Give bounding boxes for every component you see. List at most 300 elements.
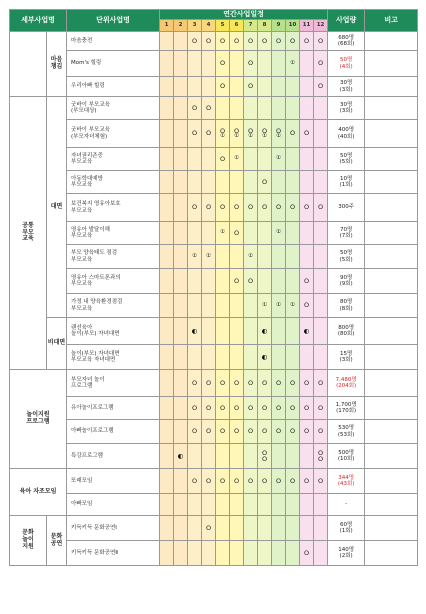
numbered-circle-icon: ① [248, 133, 253, 139]
month-cell-2 [174, 51, 188, 77]
session-circle-icon: O [261, 203, 268, 212]
table-row [10, 97, 418, 120]
month-cell-9 [272, 420, 286, 444]
notes-cell [365, 294, 418, 318]
month-cell-2 [174, 194, 188, 222]
session-circle-icon: O [233, 378, 240, 387]
session-circle-icon: O [205, 427, 212, 436]
session-circle-icon: O [191, 476, 198, 485]
month-cell-4 [202, 370, 216, 397]
month-cell-7 [244, 32, 258, 51]
month-cell-1 [160, 51, 174, 77]
month-cell-9 [272, 77, 286, 97]
category-g1_cat [10, 32, 47, 97]
session-circle-icon: O [261, 378, 268, 387]
month-cell-6 [230, 494, 244, 516]
month-cell-8 [258, 516, 272, 541]
session-circle-icon: O [289, 476, 296, 485]
session-circle-icon: O [261, 455, 268, 463]
table-row [10, 318, 418, 345]
month-header-10: 10 [286, 20, 300, 32]
session-circle-icon: O [289, 403, 296, 412]
month-cell-5 [216, 222, 230, 245]
session-circle-icon: O [219, 427, 226, 436]
session-circle-icon: O [275, 378, 282, 387]
month-cell-11 [300, 77, 314, 97]
header-category: 세부사업명 [10, 10, 67, 32]
month-cell-5 [216, 444, 230, 469]
session-circle-icon: O [247, 378, 254, 387]
month-cell-1 [160, 397, 174, 420]
month-cell-9 [272, 444, 286, 469]
month-cell-2 [174, 269, 188, 294]
month-cell-2 [174, 120, 188, 148]
month-cell-6 [230, 318, 244, 345]
month-cell-10 [286, 370, 300, 397]
month-cell-2 [174, 541, 188, 566]
program-name: 키득키득 문화공연Ⅱ [67, 541, 160, 566]
participants-value: 500명 (10회) [328, 444, 365, 469]
month-cell-4 [202, 148, 216, 171]
subcategory-g1_sub: 마음 챙김 [47, 32, 67, 97]
month-cell-12 [314, 294, 328, 318]
month-cell-6 [230, 120, 244, 148]
month-cell-12 [314, 397, 328, 420]
month-header-1: 1 [160, 20, 174, 32]
month-cell-7 [244, 245, 258, 269]
month-cell-4 [202, 494, 216, 516]
session-circle-icon: O [219, 82, 226, 91]
month-cell-9 [272, 171, 286, 194]
month-cell-6 [230, 294, 244, 318]
session-circle-icon: O [318, 203, 324, 212]
month-cell-10 [286, 294, 300, 318]
month-cell-7 [244, 171, 258, 194]
month-cell-12 [314, 494, 328, 516]
month-cell-11 [300, 51, 314, 77]
month-cell-5 [216, 97, 230, 120]
session-circle-icon: O [233, 427, 240, 436]
subcategory-g2_sub1: 대면 [47, 97, 67, 318]
half-circle-icon: ◐ [303, 326, 310, 335]
month-cell-9 [272, 97, 286, 120]
month-cell-12 [314, 345, 328, 370]
month-cell-3 [188, 494, 202, 516]
month-cell-4 [202, 516, 216, 541]
month-cell-6 [230, 171, 244, 194]
participants-value: 7,480명 (204회) [328, 370, 365, 397]
month-cell-6 [230, 245, 244, 269]
month-cell-1 [160, 269, 174, 294]
table-row [10, 120, 418, 148]
month-cell-4 [202, 269, 216, 294]
session-circle-icon: O [289, 203, 296, 212]
session-circle-icon: O [303, 36, 310, 45]
session-circle-icon: O [247, 203, 254, 212]
month-cell-4 [202, 541, 216, 566]
month-cell-5 [216, 171, 230, 194]
month-cell-9 [272, 245, 286, 269]
notes-cell [365, 345, 418, 370]
session-circle-icon: O [247, 36, 254, 45]
session-circle-icon: O [233, 36, 240, 45]
month-cell-7 [244, 397, 258, 420]
month-cell-8 [258, 77, 272, 97]
numbered-circle-icon: ① [248, 252, 253, 259]
notes-cell [365, 148, 418, 171]
month-cell-7 [244, 294, 258, 318]
month-header-12: 12 [314, 20, 328, 32]
month-cell-1 [160, 294, 174, 318]
session-circle-icon: O [318, 403, 324, 412]
month-cell-9 [272, 32, 286, 51]
month-cell-2 [174, 77, 188, 97]
session-circle-icon: O [233, 126, 240, 135]
program-name: 아빠놀이프로그램 [67, 420, 160, 444]
month-cell-4 [202, 51, 216, 77]
notes-cell [365, 32, 418, 51]
month-cell-11 [300, 370, 314, 397]
month-cell-2 [174, 516, 188, 541]
month-cell-4 [202, 420, 216, 444]
month-cell-1 [160, 494, 174, 516]
month-cell-9 [272, 345, 286, 370]
program-name: 우리아빠 힐링 [67, 77, 160, 97]
session-circle-icon: O [205, 476, 212, 485]
participants-value: 80명 (8회) [328, 294, 365, 318]
header-schedule: 연간사업일정 [160, 10, 328, 20]
month-cell-1 [160, 345, 174, 370]
participants-value: 90명 (9회) [328, 269, 365, 294]
session-circle-icon: O [247, 276, 254, 285]
month-cell-9 [272, 194, 286, 222]
numbered-circle-icon: ① [276, 229, 281, 236]
month-cell-8 [258, 171, 272, 194]
program-name: 가정 내 양육환경점검 부모교육 [67, 294, 160, 318]
notes-cell [365, 541, 418, 566]
month-cell-7 [244, 148, 258, 171]
numbered-circle-icon: ① [262, 133, 267, 139]
month-cell-11 [300, 245, 314, 269]
notes-cell [365, 444, 418, 469]
month-cell-10 [286, 494, 300, 516]
session-circle-icon: O [205, 203, 212, 212]
month-cell-7 [244, 222, 258, 245]
month-cell-2 [174, 370, 188, 397]
notes-cell [365, 97, 418, 120]
month-cell-8 [258, 444, 272, 469]
month-cell-11 [300, 120, 314, 148]
session-circle-icon: O [233, 203, 240, 212]
session-circle-icon: O [205, 103, 212, 112]
participants-value: 800명 (80회) [328, 318, 365, 345]
month-cell-8 [258, 345, 272, 370]
month-cell-10 [286, 345, 300, 370]
notes-cell [365, 469, 418, 494]
session-circle-icon: O [303, 276, 310, 285]
participants-value: 300주 [328, 194, 365, 222]
month-cell-9 [272, 494, 286, 516]
month-cell-6 [230, 469, 244, 494]
notes-cell [365, 397, 418, 420]
session-circle-icon: O [303, 129, 310, 138]
notes-cell [365, 171, 418, 194]
notes-cell [365, 516, 418, 541]
month-header-9: 9 [272, 20, 286, 32]
month-cell-12 [314, 269, 328, 294]
month-cell-1 [160, 222, 174, 245]
subcategory-g5_sub: 문화 공연 [47, 516, 67, 566]
session-circle-icon: O [303, 476, 310, 485]
session-circle-icon: O [318, 36, 324, 45]
month-cell-1 [160, 120, 174, 148]
session-circle-icon: O [205, 36, 212, 45]
month-cell-8 [258, 494, 272, 516]
month-cell-3 [188, 77, 202, 97]
program-name: 부모 양육태도 점검 부모교육 [67, 245, 160, 269]
participants-value: 344명 (43회) [328, 469, 365, 494]
session-circle-icon: O [233, 276, 240, 285]
table-row [10, 541, 418, 566]
session-circle-icon: O [191, 36, 198, 45]
month-cell-5 [216, 120, 230, 148]
month-cell-5 [216, 294, 230, 318]
session-circle-icon: O [247, 403, 254, 412]
month-cell-6 [230, 370, 244, 397]
month-cell-10 [286, 194, 300, 222]
month-cell-6 [230, 97, 244, 120]
participants-value: 1,700명 (170회) [328, 397, 365, 420]
month-cell-1 [160, 420, 174, 444]
month-cell-9 [272, 51, 286, 77]
half-circle-icon: ◐ [177, 451, 184, 460]
numbered-circle-icon: ① [234, 133, 239, 139]
month-cell-5 [216, 516, 230, 541]
table-row [10, 171, 418, 194]
month-cell-10 [286, 444, 300, 469]
month-cell-4 [202, 318, 216, 345]
month-cell-2 [174, 148, 188, 171]
table-row [10, 494, 418, 516]
month-cell-8 [258, 97, 272, 120]
month-cell-4 [202, 120, 216, 148]
table-row [10, 516, 418, 541]
notes-cell [365, 77, 418, 97]
month-cell-12 [314, 32, 328, 51]
month-cell-3 [188, 420, 202, 444]
month-cell-10 [286, 171, 300, 194]
month-cell-3 [188, 516, 202, 541]
participants-value: - [328, 494, 365, 516]
month-header-2: 2 [174, 20, 188, 32]
month-cell-3 [188, 120, 202, 148]
month-cell-1 [160, 541, 174, 566]
month-cell-9 [272, 294, 286, 318]
half-circle-icon: ◐ [261, 326, 268, 335]
month-cell-4 [202, 77, 216, 97]
month-cell-8 [258, 148, 272, 171]
month-cell-8 [258, 420, 272, 444]
month-cell-10 [286, 397, 300, 420]
session-circle-icon: O [318, 476, 324, 485]
month-cell-7 [244, 444, 258, 469]
month-cell-10 [286, 469, 300, 494]
notes-cell [365, 420, 418, 444]
month-cell-9 [272, 222, 286, 245]
month-cell-7 [244, 77, 258, 97]
session-circle-icon: O [233, 476, 240, 485]
month-header-5: 5 [216, 20, 230, 32]
month-cell-6 [230, 345, 244, 370]
month-cell-6 [230, 397, 244, 420]
month-cell-10 [286, 148, 300, 171]
numbered-circle-icon: ① [290, 59, 295, 66]
notes-cell [365, 269, 418, 294]
session-circle-icon: O [191, 103, 198, 112]
month-cell-3 [188, 97, 202, 120]
session-circle-icon: O [289, 36, 296, 45]
month-cell-10 [286, 51, 300, 77]
month-cell-6 [230, 222, 244, 245]
month-cell-9 [272, 148, 286, 171]
month-cell-7 [244, 516, 258, 541]
session-circle-icon: O [318, 59, 324, 68]
month-cell-11 [300, 269, 314, 294]
month-cell-6 [230, 32, 244, 51]
numbered-circle-icon: ① [192, 252, 197, 259]
table-body [10, 32, 418, 566]
month-cell-12 [314, 318, 328, 345]
session-circle-icon: O [303, 378, 310, 387]
month-cell-6 [230, 516, 244, 541]
month-cell-10 [286, 245, 300, 269]
month-cell-1 [160, 32, 174, 51]
table-row [10, 444, 418, 469]
notes-cell [365, 51, 418, 77]
month-cell-11 [300, 97, 314, 120]
month-cell-11 [300, 397, 314, 420]
session-circle-icon: O [289, 378, 296, 387]
session-circle-icon: O [275, 427, 282, 436]
month-cell-1 [160, 171, 174, 194]
notes-cell [365, 370, 418, 397]
month-cell-5 [216, 397, 230, 420]
participants-value: 50명 (5회) [328, 245, 365, 269]
month-cell-11 [300, 469, 314, 494]
program-name: 자녀권리존중 부모교육 [67, 148, 160, 171]
session-circle-icon: O [219, 378, 226, 387]
session-circle-icon: O [303, 427, 310, 436]
month-cell-9 [272, 541, 286, 566]
month-cell-4 [202, 32, 216, 51]
month-cell-7 [244, 469, 258, 494]
half-circle-icon: ◐ [261, 352, 268, 361]
month-cell-2 [174, 222, 188, 245]
month-cell-7 [244, 345, 258, 370]
numbered-circle-icon: ① [276, 155, 281, 162]
numbered-circle-icon: ① [234, 155, 239, 162]
month-cell-7 [244, 420, 258, 444]
month-cell-12 [314, 222, 328, 245]
notes-cell [365, 318, 418, 345]
month-cell-10 [286, 77, 300, 97]
month-cell-11 [300, 148, 314, 171]
session-circle-icon: O [275, 203, 282, 212]
session-circle-icon: O [219, 36, 226, 45]
month-cell-5 [216, 51, 230, 77]
month-cell-5 [216, 245, 230, 269]
month-cell-5 [216, 148, 230, 171]
month-cell-10 [286, 269, 300, 294]
participants-value: 680명 (68회) [328, 32, 365, 51]
month-cell-11 [300, 194, 314, 222]
month-cell-10 [286, 516, 300, 541]
table-row [10, 269, 418, 294]
session-circle-icon: O [303, 203, 310, 212]
session-circle-icon: O [289, 129, 296, 138]
month-cell-5 [216, 469, 230, 494]
month-cell-1 [160, 469, 174, 494]
month-header-8: 8 [258, 20, 272, 32]
month-cell-5 [216, 345, 230, 370]
table-row [10, 294, 418, 318]
participants-value: 50명 (4회) [328, 51, 365, 77]
month-header-6: 6 [230, 20, 244, 32]
month-cell-11 [300, 345, 314, 370]
month-cell-3 [188, 171, 202, 194]
participants-value: 30명 (3회) [328, 97, 365, 120]
session-circle-icon: O [219, 203, 226, 212]
table-row [10, 245, 418, 269]
month-cell-4 [202, 469, 216, 494]
numbered-circle-icon: ① [290, 301, 295, 308]
month-cell-4 [202, 397, 216, 420]
session-circle-icon: O [219, 59, 226, 68]
month-cell-4 [202, 444, 216, 469]
session-circle-icon: O [191, 427, 198, 436]
month-cell-8 [258, 541, 272, 566]
session-circle-icon: O [205, 523, 212, 532]
month-cell-1 [160, 444, 174, 469]
notes-cell [365, 494, 418, 516]
month-cell-9 [272, 269, 286, 294]
month-cell-12 [314, 194, 328, 222]
month-cell-11 [300, 294, 314, 318]
month-cell-4 [202, 97, 216, 120]
month-cell-1 [160, 516, 174, 541]
month-cell-7 [244, 120, 258, 148]
month-cell-6 [230, 269, 244, 294]
month-cell-2 [174, 97, 188, 120]
month-cell-10 [286, 318, 300, 345]
half-circle-icon: ◐ [191, 326, 198, 335]
participants-value: 60명 (1회) [328, 516, 365, 541]
month-cell-2 [174, 444, 188, 469]
month-cell-8 [258, 397, 272, 420]
session-circle-icon: O [247, 126, 254, 135]
program-name: 영유아 스마트폰과의 부모교육 [67, 269, 160, 294]
session-circle-icon: O [205, 378, 212, 387]
month-cell-3 [188, 194, 202, 222]
month-cell-8 [258, 370, 272, 397]
numbered-circle-icon: ① [276, 133, 281, 139]
session-circle-icon: O [261, 177, 268, 186]
month-cell-5 [216, 194, 230, 222]
month-cell-8 [258, 318, 272, 345]
table-row [10, 370, 418, 397]
participants-value: 70명 (7회) [328, 222, 365, 245]
session-circle-icon: O [303, 403, 310, 412]
